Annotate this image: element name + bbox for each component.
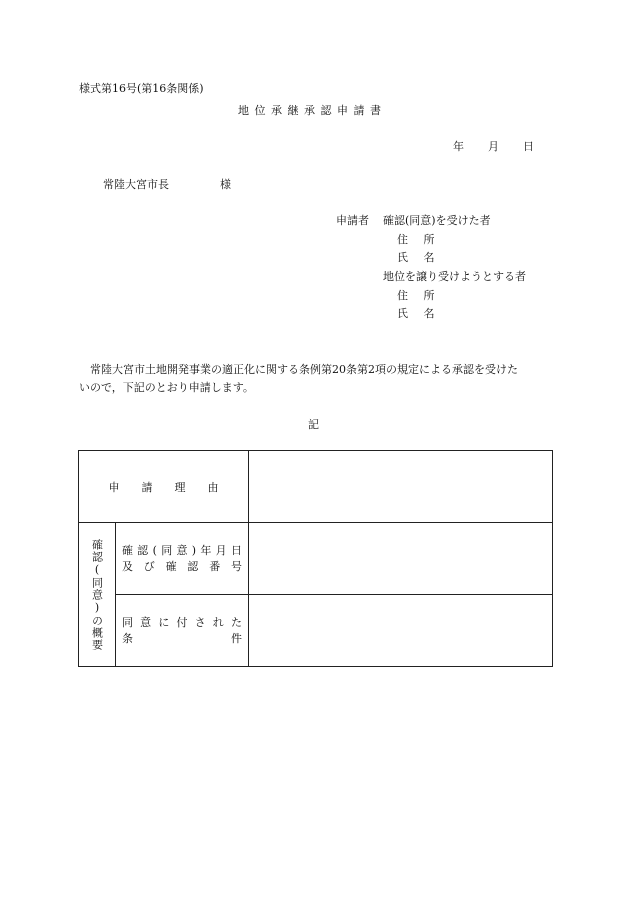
name-label-2: 氏 名	[397, 307, 441, 320]
applicant-label: 申請者	[336, 214, 369, 227]
successor-label: 地位を譲り受けようとする者	[383, 270, 526, 283]
confirm-date-number-label: 確 認 ( 同 意 ) 年 月 日 及 び 確 認 番 号	[116, 523, 249, 595]
address-label-2: 住 所	[397, 289, 441, 302]
form-number: 様式第16号(第16条関係)	[79, 82, 204, 95]
date-year: 年	[453, 140, 464, 153]
body-text-line-2: いので，下記のとおり申請します。	[79, 381, 254, 394]
date-day: 日	[523, 140, 534, 153]
name-label-1: 氏 名	[397, 251, 441, 264]
ki-heading: 記	[308, 418, 319, 431]
conditions-field[interactable]	[249, 595, 553, 667]
summary-label: 確認(同意)の概要	[90, 538, 104, 651]
summary-label-cell	[79, 523, 116, 667]
conditions-label: 同 意 に 付 さ れ た 条 件	[116, 595, 249, 667]
reason-field[interactable]	[249, 451, 553, 523]
confirm-date-number-field[interactable]	[249, 523, 553, 595]
reason-label: 申 請 理 由	[79, 451, 249, 523]
confirmed-party-label: 確認(同意)を受けた者	[383, 214, 491, 227]
addressee-name: 常陸大宮市長	[103, 178, 169, 191]
application-table	[78, 450, 553, 667]
addressee-honorific: 様	[220, 178, 231, 191]
body-text-line-1: 常陸大宮市土地開発事業の適正化に関する条例第20条第2項の規定による承認を受けた	[90, 363, 518, 376]
date-month: 月	[488, 140, 499, 153]
address-label-1: 住 所	[397, 233, 441, 246]
document-title: 地 位 承 継 承 認 申 請 書	[238, 104, 382, 117]
